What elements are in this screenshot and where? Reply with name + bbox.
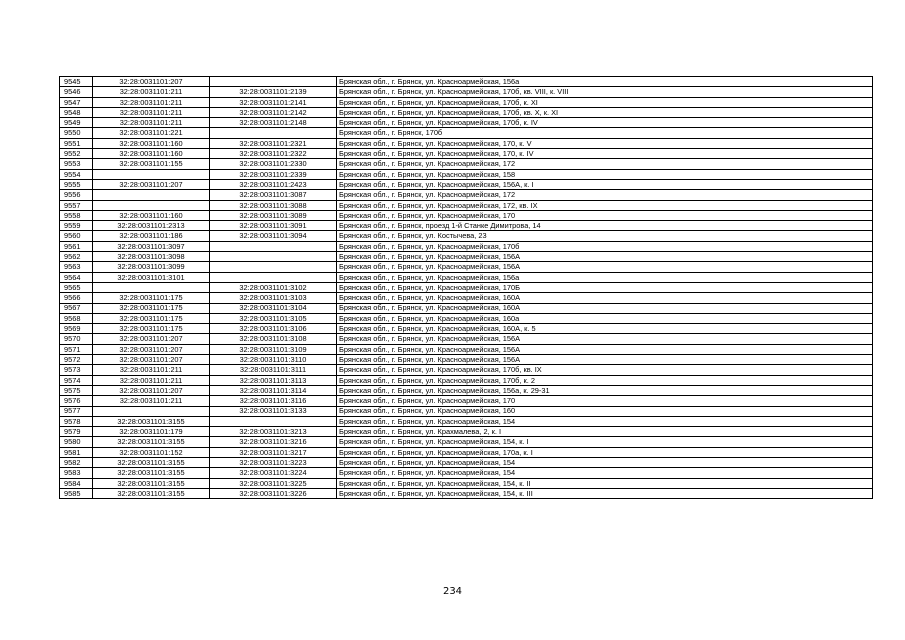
address-cell: Брянская обл., г. Брянск, ул. Красноармейская, 170б, к. XI [337, 97, 873, 107]
parcel-cadastral-number-cell: 32:28:0031101:179 [93, 427, 210, 437]
address-cell: Брянская обл., г. Брянск, ул. Красноармейская, 154 [337, 468, 873, 478]
row-number-cell: 9570 [60, 334, 93, 344]
table-row [60, 221, 873, 231]
object-cadastral-number-cell: 32:28:0031101:3089 [210, 210, 337, 220]
object-cadastral-number-cell: 32:28:0031101:3102 [210, 282, 337, 292]
parcel-cadastral-number-cell: 32:28:0031101:2313 [93, 221, 210, 231]
object-cadastral-number-cell [210, 272, 337, 282]
row-number-cell: 9582 [60, 457, 93, 467]
object-cadastral-number-cell: 32:28:0031101:2139 [210, 87, 337, 97]
table-row [60, 385, 873, 395]
object-cadastral-number-cell: 32:28:0031101:3087 [210, 190, 337, 200]
object-cadastral-number-cell: 32:28:0031101:3116 [210, 396, 337, 406]
row-number-cell: 9554 [60, 169, 93, 179]
parcel-cadastral-number-cell: 32:28:0031101:3098 [93, 252, 210, 262]
address-cell: Брянская обл., г. Брянск, ул. Красноармейская, 156А [337, 344, 873, 354]
row-number-cell: 9578 [60, 416, 93, 426]
row-number-cell: 9566 [60, 293, 93, 303]
row-number-cell: 9572 [60, 355, 93, 365]
parcel-cadastral-number-cell: 32:28:0031101:207 [93, 77, 210, 87]
row-number-cell: 9571 [60, 344, 93, 354]
parcel-cadastral-number-cell: 32:28:0031101:207 [93, 344, 210, 354]
parcel-cadastral-number-cell [93, 200, 210, 210]
table-row [60, 97, 873, 107]
row-number-cell: 9558 [60, 210, 93, 220]
table-row [60, 303, 873, 313]
parcel-cadastral-number-cell: 32:28:0031101:175 [93, 313, 210, 323]
table-row [60, 128, 873, 138]
table-row [60, 179, 873, 189]
parcel-cadastral-number-cell: 32:28:0031101:3155 [93, 478, 210, 488]
object-cadastral-number-cell: 32:28:0031101:3114 [210, 385, 337, 395]
table-row [60, 190, 873, 200]
address-cell: Брянская обл., г. Брянск, ул. Красноармейская, 170б, кв. IX [337, 365, 873, 375]
table-row [60, 293, 873, 303]
object-cadastral-number-cell: 32:28:0031101:3216 [210, 437, 337, 447]
row-number-cell: 9575 [60, 385, 93, 395]
address-cell: Брянская обл., г. Брянск, ул. Красноармейская, 170б, к. IV [337, 118, 873, 128]
parcel-cadastral-number-cell: 32:28:0031101:152 [93, 447, 210, 457]
object-cadastral-number-cell: 32:28:0031101:3113 [210, 375, 337, 385]
table-row [60, 77, 873, 87]
address-cell: Брянская обл., г. Брянск, ул. Красноармейская, 170б [337, 241, 873, 251]
parcel-cadastral-number-cell: 32:28:0031101:3155 [93, 416, 210, 426]
object-cadastral-number-cell: 32:28:0031101:2330 [210, 159, 337, 169]
table-row [60, 396, 873, 406]
address-cell: Брянская обл., г. Брянск, ул. Красноармейская, 170б, кв. X, к. XI [337, 107, 873, 117]
table-row [60, 375, 873, 385]
parcel-cadastral-number-cell [93, 190, 210, 200]
row-number-cell: 9551 [60, 138, 93, 148]
parcel-cadastral-number-cell [93, 282, 210, 292]
object-cadastral-number-cell: 32:28:0031101:3110 [210, 355, 337, 365]
table-row [60, 252, 873, 262]
row-number-cell: 9563 [60, 262, 93, 272]
object-cadastral-number-cell: 32:28:0031101:3104 [210, 303, 337, 313]
row-number-cell: 9573 [60, 365, 93, 375]
object-cadastral-number-cell: 32:28:0031101:2339 [210, 169, 337, 179]
row-number-cell: 9565 [60, 282, 93, 292]
address-cell: Брянская обл., г. Брянск, ул. Красноармейская, 154, к. I [337, 437, 873, 447]
table-row [60, 210, 873, 220]
table-row [60, 365, 873, 375]
parcel-cadastral-number-cell: 32:28:0031101:160 [93, 210, 210, 220]
object-cadastral-number-cell: 32:28:0031101:3088 [210, 200, 337, 210]
parcel-cadastral-number-cell: 32:28:0031101:3155 [93, 488, 210, 498]
table-row [60, 107, 873, 117]
table-row [60, 200, 873, 210]
address-cell: Брянская обл., г. Брянск, ул. Красноармейская, 154, к. II [337, 478, 873, 488]
address-cell: Брянская обл., г. Брянск, ул. Красноармейская, 172, кв. IX [337, 200, 873, 210]
parcel-cadastral-number-cell: 32:28:0031101:211 [93, 396, 210, 406]
table-row [60, 87, 873, 97]
table-row [60, 272, 873, 282]
address-cell: Брянская обл., г. Брянск, ул. Красноармейская, 160А [337, 293, 873, 303]
parcel-cadastral-number-cell: 32:28:0031101:3155 [93, 468, 210, 478]
row-number-cell: 9545 [60, 77, 93, 87]
table-row [60, 416, 873, 426]
parcel-cadastral-number-cell: 32:28:0031101:211 [93, 107, 210, 117]
table-row [60, 355, 873, 365]
table-row [60, 344, 873, 354]
parcel-cadastral-number-cell: 32:28:0031101:160 [93, 149, 210, 159]
address-cell: Брянская обл., г. Брянск, ул. Красноармейская, 170 [337, 396, 873, 406]
parcel-cadastral-number-cell: 32:28:0031101:207 [93, 334, 210, 344]
address-cell: Брянская обл., г. Брянск, ул. Красноармейская, 170, к. V [337, 138, 873, 148]
row-number-cell: 9568 [60, 313, 93, 323]
table-row [60, 447, 873, 457]
parcel-cadastral-number-cell: 32:28:0031101:207 [93, 385, 210, 395]
address-cell: Брянская обл., г. Брянск, ул. Красноармейская, 172 [337, 159, 873, 169]
address-cell: Брянская обл., г. Брянск, ул. Костычева, 23 [337, 231, 873, 241]
row-number-cell: 9580 [60, 437, 93, 447]
row-number-cell: 9559 [60, 221, 93, 231]
address-cell: Брянская обл., г. Брянск, ул. Красноармейская, 170б, кв. VIII, к. VIII [337, 87, 873, 97]
address-cell: Брянская обл., г. Брянск, ул. Красноармейская, 170б, к. 2 [337, 375, 873, 385]
parcel-cadastral-number-cell: 32:28:0031101:211 [93, 365, 210, 375]
address-cell: Брянская обл., г. Брянск, ул. Красноармейская, 156А [337, 262, 873, 272]
address-cell: Брянская обл., г. Брянск, ул. Красноармейская, 156а [337, 272, 873, 282]
row-number-cell: 9562 [60, 252, 93, 262]
row-number-cell: 9560 [60, 231, 93, 241]
object-cadastral-number-cell: 32:28:0031101:3108 [210, 334, 337, 344]
parcel-cadastral-number-cell: 32:28:0031101:3155 [93, 437, 210, 447]
object-cadastral-number-cell: 32:28:0031101:3217 [210, 447, 337, 457]
object-cadastral-number-cell: 32:28:0031101:2423 [210, 179, 337, 189]
row-number-cell: 9579 [60, 427, 93, 437]
table-row [60, 488, 873, 498]
table-row [60, 457, 873, 467]
table-row [60, 262, 873, 272]
parcel-cadastral-number-cell: 32:28:0031101:186 [93, 231, 210, 241]
address-cell: Брянская обл., г. Брянск, ул. Красноармейская, 158 [337, 169, 873, 179]
table-row [60, 437, 873, 447]
row-number-cell: 9549 [60, 118, 93, 128]
object-cadastral-number-cell [210, 262, 337, 272]
address-cell: Брянская обл., г. Брянск, ул. Красноармейская, 156А [337, 334, 873, 344]
parcel-cadastral-number-cell: 32:28:0031101:207 [93, 179, 210, 189]
address-cell: Брянская обл., г. Брянск, ул. Красноармейская, 156А [337, 355, 873, 365]
parcel-cadastral-number-cell [93, 169, 210, 179]
address-cell: Брянская обл., г. Брянск, ул. Красноармейская, 172 [337, 190, 873, 200]
address-cell: Брянская обл., г. Брянск, ул. Красноармейская, 156А, к. I [337, 179, 873, 189]
object-cadastral-number-cell [210, 128, 337, 138]
address-cell: Брянская обл., г. Брянск, ул. Красноармейская, 160А [337, 303, 873, 313]
row-number-cell: 9569 [60, 324, 93, 334]
object-cadastral-number-cell: 32:28:0031101:3223 [210, 457, 337, 467]
row-number-cell: 9577 [60, 406, 93, 416]
row-number-cell: 9584 [60, 478, 93, 488]
object-cadastral-number-cell [210, 77, 337, 87]
registry-table [59, 76, 873, 499]
table-row [60, 478, 873, 488]
table-row [60, 468, 873, 478]
address-cell: Брянская обл., г. Брянск, ул. Красноармейская, 154, к. III [337, 488, 873, 498]
object-cadastral-number-cell [210, 241, 337, 251]
parcel-cadastral-number-cell: 32:28:0031101:221 [93, 128, 210, 138]
object-cadastral-number-cell [210, 416, 337, 426]
parcel-cadastral-number-cell: 32:28:0031101:175 [93, 324, 210, 334]
row-number-cell: 9555 [60, 179, 93, 189]
address-cell: Брянская обл., г. Брянск, ул. Красноармейская, 170Б [337, 282, 873, 292]
row-number-cell: 9556 [60, 190, 93, 200]
address-cell: Брянская обл., г. Брянск, 170б [337, 128, 873, 138]
row-number-cell: 9553 [60, 159, 93, 169]
object-cadastral-number-cell: 32:28:0031101:3094 [210, 231, 337, 241]
table-row [60, 159, 873, 169]
table-row [60, 138, 873, 148]
row-number-cell: 9557 [60, 200, 93, 210]
object-cadastral-number-cell: 32:28:0031101:3106 [210, 324, 337, 334]
object-cadastral-number-cell: 32:28:0031101:3091 [210, 221, 337, 231]
row-number-cell: 9576 [60, 396, 93, 406]
parcel-cadastral-number-cell: 32:28:0031101:175 [93, 303, 210, 313]
parcel-cadastral-number-cell: 32:28:0031101:211 [93, 118, 210, 128]
address-cell: Брянская обл., г. Брянск, ул. Крахмалева, 2, к. I [337, 427, 873, 437]
object-cadastral-number-cell: 32:28:0031101:3109 [210, 344, 337, 354]
object-cadastral-number-cell: 32:28:0031101:3213 [210, 427, 337, 437]
row-number-cell: 9583 [60, 468, 93, 478]
table-row [60, 334, 873, 344]
parcel-cadastral-number-cell: 32:28:0031101:211 [93, 375, 210, 385]
row-number-cell: 9547 [60, 97, 93, 107]
row-number-cell: 9564 [60, 272, 93, 282]
parcel-cadastral-number-cell: 32:28:0031101:175 [93, 293, 210, 303]
address-cell: Брянская обл., г. Брянск, ул. Красноармейская, 154 [337, 457, 873, 467]
table-row [60, 427, 873, 437]
parcel-cadastral-number-cell: 32:28:0031101:211 [93, 87, 210, 97]
parcel-cadastral-number-cell: 32:28:0031101:211 [93, 97, 210, 107]
address-cell: Брянская обл., г. Брянск, ул. Красноармейская, 156а, к. 29-31 [337, 385, 873, 395]
address-cell: Брянская обл., г. Брянск, ул. Красноармейская, 170, к. IV [337, 149, 873, 159]
object-cadastral-number-cell: 32:28:0031101:2142 [210, 107, 337, 117]
row-number-cell: 9561 [60, 241, 93, 251]
table-row [60, 406, 873, 416]
table-row [60, 324, 873, 334]
parcel-cadastral-number-cell [93, 406, 210, 416]
row-number-cell: 9550 [60, 128, 93, 138]
table-row [60, 118, 873, 128]
parcel-cadastral-number-cell: 32:28:0031101:207 [93, 355, 210, 365]
row-number-cell: 9567 [60, 303, 93, 313]
parcel-cadastral-number-cell: 32:28:0031101:155 [93, 159, 210, 169]
row-number-cell: 9585 [60, 488, 93, 498]
table-row [60, 241, 873, 251]
table-row [60, 313, 873, 323]
parcel-cadastral-number-cell: 32:28:0031101:3099 [93, 262, 210, 272]
object-cadastral-number-cell: 32:28:0031101:2322 [210, 149, 337, 159]
table-row [60, 231, 873, 241]
object-cadastral-number-cell: 32:28:0031101:2141 [210, 97, 337, 107]
address-cell: Брянская обл., г. Брянск, ул. Красноармейская, 160А, к. 5 [337, 324, 873, 334]
object-cadastral-number-cell: 32:28:0031101:3225 [210, 478, 337, 488]
table-row [60, 149, 873, 159]
page-number: 234 [442, 586, 463, 597]
object-cadastral-number-cell: 32:28:0031101:2148 [210, 118, 337, 128]
registry-table-body [60, 77, 873, 499]
parcel-cadastral-number-cell: 32:28:0031101:160 [93, 138, 210, 148]
table-row [60, 169, 873, 179]
object-cadastral-number-cell: 32:28:0031101:3224 [210, 468, 337, 478]
address-cell: Брянская обл., г. Брянск, ул. Красноармейская, 170а, к. I [337, 447, 873, 457]
address-cell: Брянская обл., г. Брянск, проезд 1-й Станке Димитрова, 14 [337, 221, 873, 231]
table-row [60, 282, 873, 292]
row-number-cell: 9574 [60, 375, 93, 385]
address-cell: Брянская обл., г. Брянск, ул. Красноармейская, 156А [337, 252, 873, 262]
address-cell: Брянская обл., г. Брянск, ул. Красноармейская, 160а [337, 313, 873, 323]
parcel-cadastral-number-cell: 32:28:0031101:3101 [93, 272, 210, 282]
row-number-cell: 9546 [60, 87, 93, 97]
row-number-cell: 9581 [60, 447, 93, 457]
object-cadastral-number-cell: 32:28:0031101:3133 [210, 406, 337, 416]
address-cell: Брянская обл., г. Брянск, ул. Красноармейская, 156а [337, 77, 873, 87]
parcel-cadastral-number-cell: 32:28:0031101:3097 [93, 241, 210, 251]
object-cadastral-number-cell: 32:28:0031101:3105 [210, 313, 337, 323]
object-cadastral-number-cell: 32:28:0031101:3226 [210, 488, 337, 498]
object-cadastral-number-cell: 32:28:0031101:3103 [210, 293, 337, 303]
object-cadastral-number-cell [210, 252, 337, 262]
address-cell: Брянская обл., г. Брянск, ул. Красноармейская, 154 [337, 416, 873, 426]
row-number-cell: 9548 [60, 107, 93, 117]
parcel-cadastral-number-cell: 32:28:0031101:3155 [93, 457, 210, 467]
row-number-cell: 9552 [60, 149, 93, 159]
address-cell: Брянская обл., г. Брянск, ул. Красноармейская, 170 [337, 210, 873, 220]
object-cadastral-number-cell: 32:28:0031101:2321 [210, 138, 337, 148]
address-cell: Брянская обл., г. Брянск, ул. Красноармейская, 160 [337, 406, 873, 416]
object-cadastral-number-cell: 32:28:0031101:3111 [210, 365, 337, 375]
